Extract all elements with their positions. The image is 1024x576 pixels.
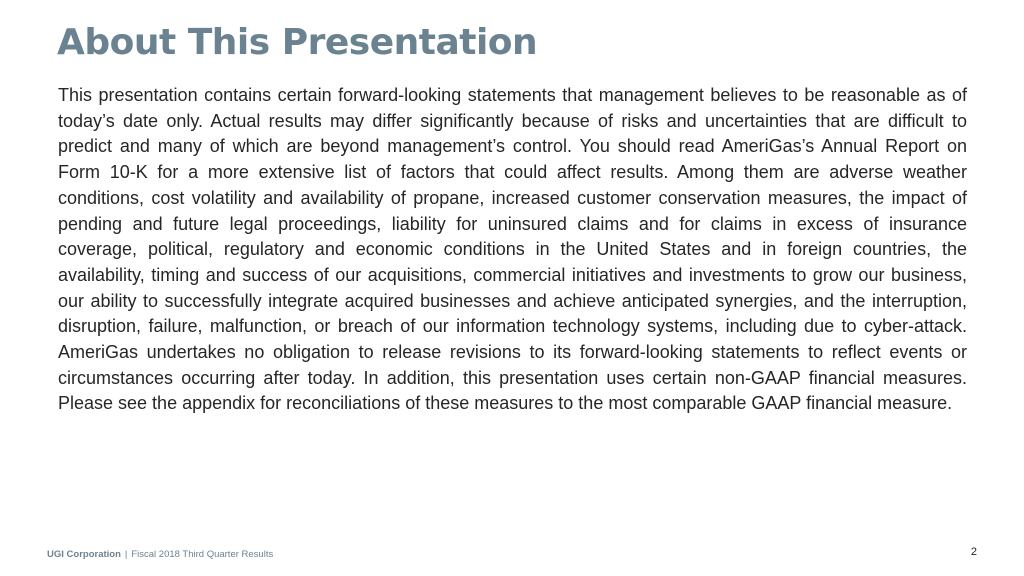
footer-subtitle: Fiscal 2018 Third Quarter Results xyxy=(131,549,274,560)
footer-separator: | xyxy=(124,549,128,560)
disclaimer-text: This presentation contains certain forward-looking statements that management believes to be reasonable as of today’s date only. Actual results may differ significantly because of risks and uncertainties that are difficult to predict and many of which are beyond management’s control. You should read AmeriGas’s Annual Report on Form 10-K for a more extensive list of factors that could affect results. Among them are adverse weather conditions, cost volatility and availability of propane, increased customer conservation measures, the impact of pending and future legal proceedings, liability for uninsured claims and for claims in excess of insurance coverage, political, regulatory and economic conditions in the United States and in foreign countries, the availability, timing and success of our acquisitions, commercial initiatives and investments to grow our business, our ability to successfully integrate acquired businesses and achieve anticipated synergies, and the interruption, disruption, failure, malfunction, or breach of our information technology systems, including due to cyber-attack. AmeriGas undertakes no obligation to release revisions to its forward-looking statements to reflect events or circumstances occurring after today. In addition, this presentation uses certain non-GAAP financial measures. Please see the appendix for reconciliations of these measures to the most comparable GAAP financial measure. xyxy=(58,85,967,414)
footer-company: UGI Corporation xyxy=(47,549,121,560)
slide-title: About This Presentation xyxy=(57,22,538,63)
page-number: 2 xyxy=(970,546,977,558)
footer xyxy=(47,549,273,560)
